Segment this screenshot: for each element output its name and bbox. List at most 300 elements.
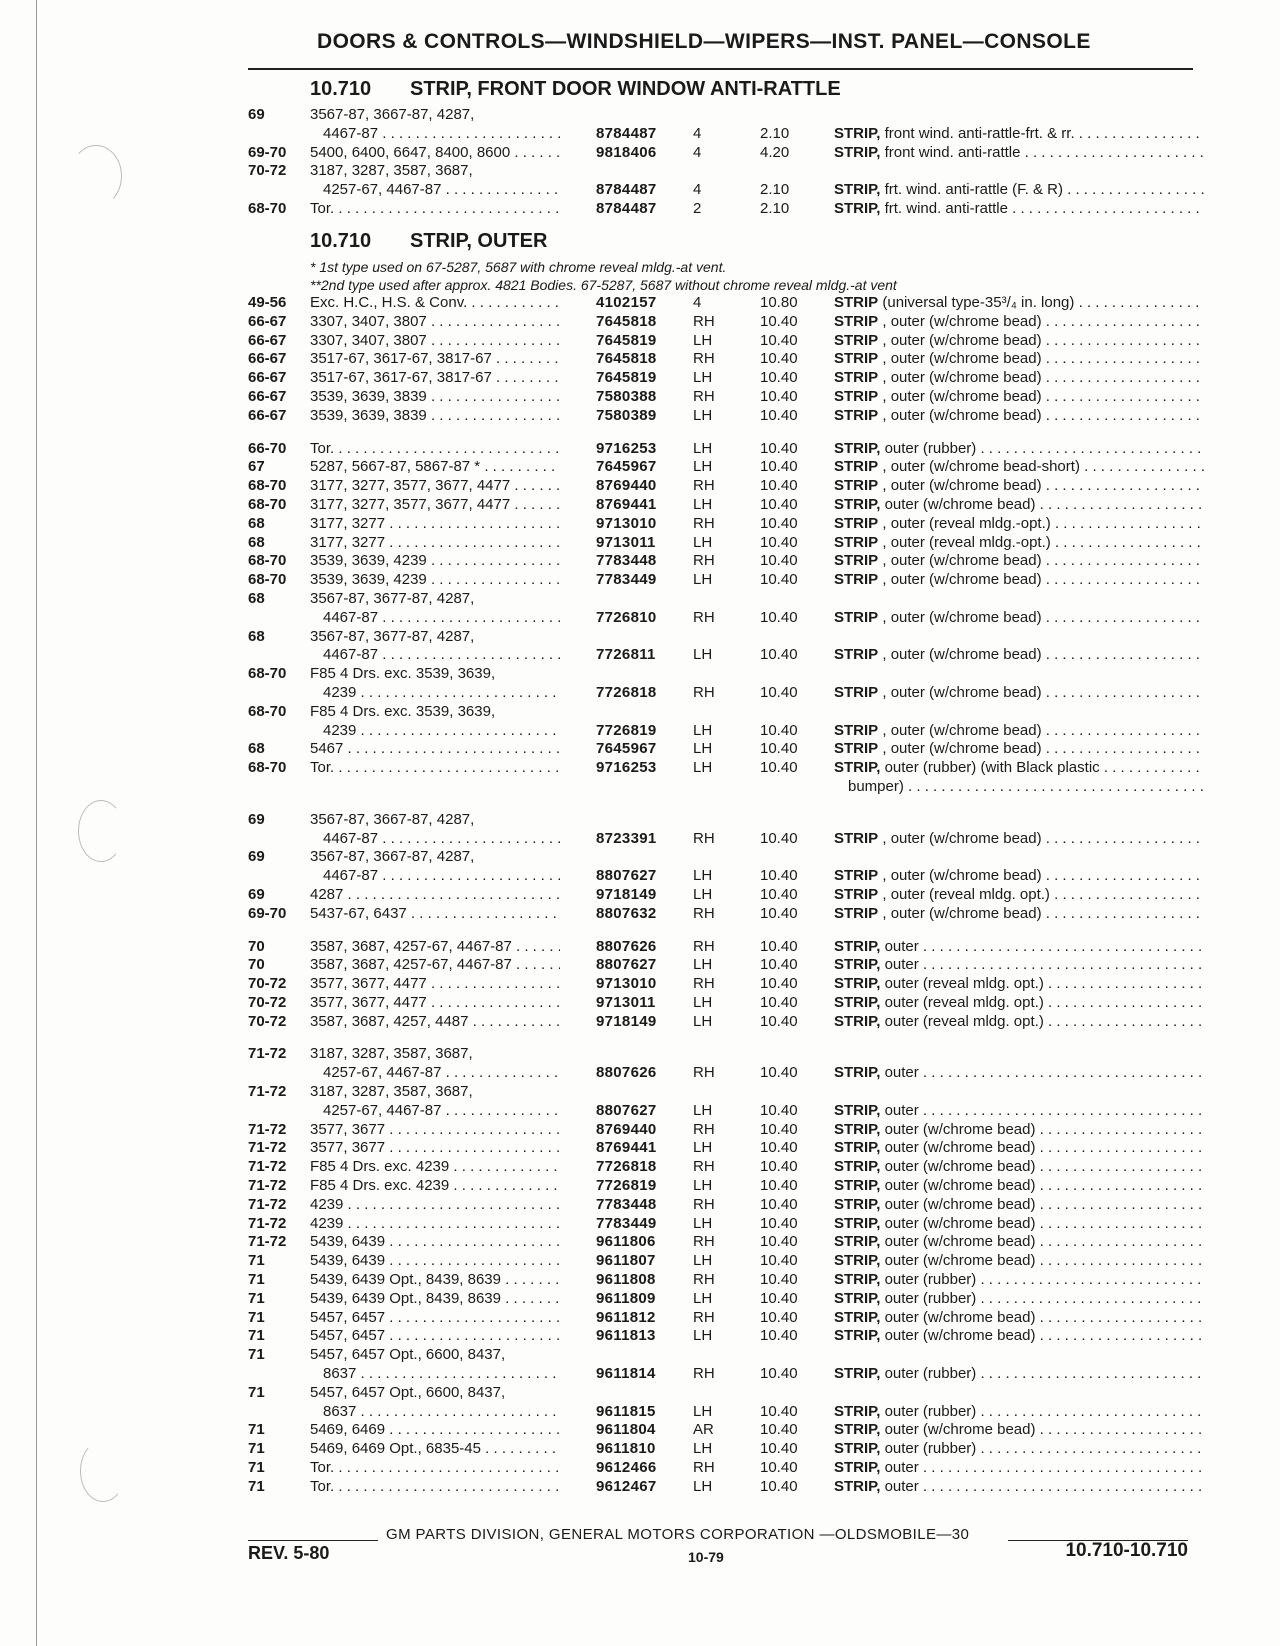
part-number: 9713010: [596, 514, 657, 532]
quantity-or-side: LH: [693, 867, 713, 885]
description-keyword: STRIP: [834, 369, 879, 387]
row-model: [310, 830, 560, 849]
part-number: 9718149: [596, 885, 657, 903]
row-years: 68: [248, 740, 265, 758]
group-number: 10.40: [760, 312, 798, 330]
row-model: [310, 496, 560, 515]
row-years: 71: [248, 1346, 265, 1364]
row-model-text: Tor. . . .: [310, 1478, 560, 1495]
quantity-or-side: RH: [693, 608, 715, 626]
section-reference: 10.710-10.710: [1065, 1540, 1188, 1561]
description-text: , outer (w/chrome bead) . . .: [878, 867, 1204, 884]
row-years: 71: [248, 1440, 265, 1458]
quantity-or-side: LH: [693, 646, 713, 664]
row-years: 49-56: [248, 294, 287, 311]
row-model-line1: F85 4 Drs. exc. 3539, 3639,: [310, 665, 496, 683]
description-text: outer (rubber) . . .: [880, 1440, 1204, 1457]
row-model: [310, 407, 560, 426]
group-number: 10.40: [760, 1139, 798, 1157]
section-title: [248, 76, 1198, 106]
quantity-or-side: RH: [693, 514, 715, 532]
part-description: [834, 722, 1204, 741]
row-model: [310, 722, 560, 741]
description-keyword: STRIP,: [834, 143, 881, 161]
row-years: 71: [248, 1477, 265, 1495]
description-keyword: STRIP,: [834, 1440, 881, 1458]
part-description: [834, 571, 1204, 590]
part-number: 7580388: [596, 387, 657, 405]
description-text: outer (reveal mldg. opt.) . . .: [880, 994, 1204, 1011]
section-number: 10.710: [310, 78, 372, 100]
quantity-or-side: LH: [693, 885, 713, 903]
group-number: 10.40: [760, 1308, 798, 1326]
parts-row-model-line: [248, 162, 1198, 181]
row-years: 70: [248, 937, 265, 955]
row-model-text: 5467 . . .: [310, 740, 560, 757]
parts-row: [248, 125, 1198, 144]
parts-row: [248, 1327, 1198, 1346]
parts-row: [248, 905, 1198, 924]
parts-row: [248, 350, 1198, 369]
description-text: outer (reveal mldg. opt.) . . .: [880, 1013, 1204, 1030]
row-years: 69: [248, 810, 265, 828]
part-description: [834, 1327, 1204, 1346]
page-header-title: DOORS & CONTROLS—WINDSHIELD—WIPERS—INST. PANEL—CONSOLE: [317, 30, 1091, 53]
part-description: [834, 350, 1204, 369]
parts-row: [248, 1196, 1198, 1215]
group-number: 10.40: [760, 1064, 798, 1082]
part-description: [834, 646, 1204, 665]
part-description: [834, 181, 1204, 200]
description-text: , outer (w/chrome bead) . . .: [878, 350, 1204, 367]
row-years: 71-72: [248, 1214, 287, 1232]
part-description: [834, 1403, 1204, 1422]
header-rule: [248, 68, 1193, 70]
row-model: [310, 350, 560, 369]
part-description: [834, 1013, 1204, 1032]
part-number: 9611814: [596, 1365, 656, 1383]
parts-row-description-continued: [248, 778, 1198, 797]
description-text: outer (w/chrome bead) . . .: [880, 1158, 1204, 1175]
quantity-or-side: LH: [693, 1139, 713, 1157]
group-number: 10.40: [760, 331, 798, 349]
description-text: , outer (w/chrome bead) . . .: [878, 477, 1204, 494]
quantity-or-side: RH: [693, 1064, 715, 1082]
parts-list: [248, 106, 1198, 219]
row-model: [310, 388, 560, 407]
group-number: 2.10: [760, 181, 790, 199]
row-years: 71: [248, 1327, 265, 1345]
row-model-line1: 3187, 3287, 3587, 3687,: [310, 1045, 473, 1063]
part-description: [834, 1459, 1204, 1478]
page-footer: [248, 1520, 1198, 1580]
group-number: 10.80: [760, 294, 798, 311]
description-text: , outer (w/chrome bead) . . .: [878, 571, 1204, 588]
group-number: 10.40: [760, 1402, 798, 1420]
quantity-or-side: LH: [693, 369, 713, 387]
row-years: 71: [248, 1308, 265, 1326]
row-model-text: F85 4 Drs. exc. 4239 . . .: [310, 1158, 560, 1175]
part-description: [834, 740, 1204, 759]
row-years: 68-70: [248, 477, 287, 495]
parts-row: [248, 181, 1198, 200]
row-model: [310, 313, 560, 332]
section-name: STRIP, FRONT DOOR WINDOW ANTI-RATTLE: [410, 78, 841, 100]
part-description: [834, 609, 1204, 628]
part-number: 8769440: [596, 477, 657, 495]
quantity-or-side: RH: [693, 387, 715, 405]
quantity-or-side: RH: [693, 1120, 715, 1138]
row-years: 66-67: [248, 331, 287, 349]
row-model: [310, 905, 560, 924]
part-description: [834, 458, 1204, 477]
row-years: 71: [248, 1383, 265, 1401]
parts-row: [248, 1139, 1198, 1158]
row-model-text: 5287, 5667-87, 5867-87 * . . .: [310, 458, 560, 475]
description-text: outer . . .: [880, 1478, 1204, 1495]
quantity-or-side: RH: [693, 1271, 715, 1289]
row-model-text: 3307, 3407, 3807 . . .: [310, 332, 560, 349]
parts-row: [248, 1064, 1198, 1083]
quantity-or-side: RH: [693, 683, 715, 701]
part-number: 7726810: [596, 608, 657, 626]
group-number: 10.40: [760, 458, 798, 476]
parts-row: [248, 552, 1198, 571]
parts-row: [248, 867, 1198, 886]
parts-row-model-line: [248, 1045, 1198, 1064]
row-model: [310, 181, 560, 200]
row-model-text: 3587, 3687, 4257-67, 4467-87 . . .: [310, 956, 560, 973]
part-number: 7645818: [596, 350, 657, 368]
part-number: 8784487: [596, 124, 657, 142]
group-number: 10.40: [760, 1158, 798, 1176]
part-number: 9611807: [596, 1252, 656, 1270]
description-text: outer (w/chrome bead) . . .: [880, 1177, 1204, 1194]
part-number: 7783449: [596, 1214, 657, 1232]
part-number: 8769440: [596, 1120, 657, 1138]
row-model-text: 5400, 6400, 6647, 8400, 8600 . . .: [310, 144, 560, 161]
quantity-or-side: LH: [693, 331, 713, 349]
part-description: [834, 125, 1204, 144]
part-number: 9713011: [596, 533, 656, 551]
part-description: [834, 534, 1204, 553]
page-number: 10-79: [688, 1549, 724, 1565]
row-model-line1: 3187, 3287, 3587, 3687,: [310, 1083, 473, 1101]
part-number: 9818406: [596, 143, 657, 161]
row-model: [310, 125, 560, 144]
group-number: 10.40: [760, 867, 798, 885]
row-model-line1: F85 4 Drs. exc. 3539, 3639,: [310, 702, 496, 720]
parts-row-model-line: [248, 590, 1198, 609]
row-model: [310, 1421, 560, 1440]
row-years: 68-70: [248, 552, 287, 570]
description-text: , outer (w/chrome bead) . . .: [878, 313, 1204, 330]
description-keyword: STRIP: [834, 571, 879, 589]
part-number: 9611806: [596, 1233, 656, 1251]
group-number: 10.40: [760, 721, 798, 739]
row-model-text: 5439, 6439 Opt., 8439, 8639 . . .: [310, 1290, 560, 1307]
section-name: STRIP, OUTER: [410, 230, 548, 252]
group-number: 10.40: [760, 350, 798, 368]
row-model: [310, 552, 560, 571]
parts-row: [248, 1403, 1198, 1422]
quantity-or-side: LH: [693, 740, 713, 758]
description-text: outer (rubber) . . .: [880, 1290, 1204, 1307]
description-text: outer (rubber) . . .: [880, 1365, 1204, 1382]
group-number: 10.40: [760, 1440, 798, 1458]
group-number: 10.40: [760, 1459, 798, 1477]
row-model: [310, 646, 560, 665]
description-text: (universal type-35³/₄ in. long) . . .: [878, 294, 1204, 311]
description-keyword: STRIP,: [834, 1214, 881, 1232]
description-text: , outer (w/chrome bead) . . .: [878, 646, 1204, 663]
part-number: 9611812: [596, 1308, 656, 1326]
row-years: 66-67: [248, 406, 287, 424]
description-keyword: STRIP,: [834, 1365, 881, 1383]
row-years: 69-70: [248, 143, 287, 161]
row-model: [310, 477, 560, 496]
description-keyword: STRIP: [834, 885, 879, 903]
description-keyword: STRIP: [834, 867, 879, 885]
parts-row: [248, 1102, 1198, 1121]
description-text: outer (w/chrome bead) . . .: [880, 496, 1204, 513]
part-number: 8807627: [596, 956, 657, 974]
part-description: [834, 1064, 1204, 1083]
description-keyword: STRIP: [834, 331, 879, 349]
row-model-text: 3577, 3677, 4477 . . .: [310, 975, 560, 992]
quantity-or-side: LH: [693, 1101, 713, 1119]
row-model: [310, 1252, 560, 1271]
row-model-text: 5439, 6439 Opt., 8439, 8639 . . .: [310, 1271, 560, 1288]
parts-row: [248, 975, 1198, 994]
parts-row: [248, 759, 1198, 778]
quantity-or-side: 4: [693, 294, 702, 311]
quantity-or-side: 2: [693, 199, 702, 217]
description-text: , outer (w/chrome bead) . . .: [878, 369, 1204, 386]
parts-row: [248, 994, 1198, 1013]
row-model-text: 8637 . . .: [310, 1403, 560, 1420]
description-text: front wind. anti-rattle . . .: [880, 144, 1204, 161]
quantity-or-side: LH: [693, 571, 713, 589]
description-text: outer (rubber) . . .: [880, 1403, 1204, 1420]
row-model-text: 4467-87 . . .: [310, 646, 560, 663]
part-description: [834, 1421, 1204, 1440]
part-number: 8807626: [596, 937, 657, 955]
part-number: 4102157: [596, 294, 657, 311]
parts-row: [248, 496, 1198, 515]
part-number: 9713010: [596, 975, 657, 993]
quantity-or-side: RH: [693, 1308, 715, 1326]
row-model-text: 3577, 3677 . . .: [310, 1139, 560, 1156]
group-number: 10.40: [760, 740, 798, 758]
description-keyword: STRIP: [834, 406, 879, 424]
part-description: [834, 144, 1204, 163]
row-years: 68: [248, 514, 265, 532]
part-description: [834, 905, 1204, 924]
section-note: **2nd type used after approx. 4821 Bodies. 67-5287, 5687 without chrome reveal mldg.-at vent: [310, 277, 897, 293]
description-text: , outer (w/chrome bead-short) . . .: [878, 458, 1204, 475]
row-model: [310, 458, 560, 477]
description-text: , outer (w/chrome bead) . . .: [878, 830, 1204, 847]
part-number: 8807627: [596, 867, 657, 885]
row-model: [310, 1309, 560, 1328]
group-number: 10.40: [760, 683, 798, 701]
row-model: [310, 886, 560, 905]
row-model-text: Tor. . . .: [310, 1459, 560, 1476]
group-number: 10.40: [760, 1289, 798, 1307]
row-years: 69: [248, 885, 265, 903]
row-model-text: 4239 . . .: [310, 1196, 560, 1213]
description-keyword: STRIP: [834, 552, 879, 570]
group-number: 10.40: [760, 439, 798, 457]
part-description: [834, 1196, 1204, 1215]
description-text: outer (w/chrome bead) . . .: [880, 1196, 1204, 1213]
quantity-or-side: RH: [693, 904, 715, 922]
row-model-text: 8637 . . .: [310, 1365, 560, 1382]
row-model-text: 4239 . . .: [310, 1215, 560, 1232]
parts-row: [248, 1309, 1198, 1328]
parts-row: [248, 646, 1198, 665]
row-model: [310, 440, 560, 459]
row-model: [310, 571, 560, 590]
parts-row-model-line: [248, 703, 1198, 722]
row-model-line1: 3567-87, 3667-87, 4287,: [310, 106, 475, 123]
description-text: , outer (w/chrome bead) . . .: [878, 388, 1204, 405]
revision-label: REV. 5-80: [248, 1543, 330, 1563]
part-description: [834, 1440, 1204, 1459]
description-text: outer (w/chrome bead) . . .: [880, 1309, 1204, 1326]
part-description: [834, 515, 1204, 534]
row-years: 68: [248, 533, 265, 551]
part-number: 7580389: [596, 406, 657, 424]
part-description: [834, 1177, 1204, 1196]
part-number: 9611813: [596, 1327, 656, 1345]
description-keyword: STRIP,: [834, 495, 881, 513]
parts-row: [248, 1158, 1198, 1177]
row-model: [310, 975, 560, 994]
punch-hole-bottom: [80, 1440, 126, 1502]
row-model: [310, 740, 560, 759]
quantity-or-side: RH: [693, 350, 715, 368]
group-number: 10.40: [760, 646, 798, 664]
description-keyword: STRIP,: [834, 1195, 881, 1213]
row-years: 67: [248, 458, 265, 476]
parts-row: [248, 886, 1198, 905]
row-model: [310, 1403, 560, 1422]
parts-row: [248, 722, 1198, 741]
row-model-text: 4287 . . .: [310, 886, 560, 903]
description-keyword: STRIP,: [834, 1177, 881, 1195]
part-description: [834, 975, 1204, 994]
part-number: 9713011: [596, 993, 656, 1011]
row-model-text: Tor. . . .: [310, 759, 560, 776]
row-years: 71-72: [248, 1233, 287, 1251]
part-description: [834, 369, 1204, 388]
quantity-or-side: LH: [693, 993, 713, 1011]
row-years: 71-72: [248, 1083, 287, 1101]
row-model-text: 4257-67, 4467-87 . . .: [310, 181, 560, 198]
parts-row: [248, 571, 1198, 590]
row-years: 71-72: [248, 1120, 287, 1138]
row-years: 68-70: [248, 571, 287, 589]
row-model-text: 4239 . . .: [310, 684, 560, 701]
quantity-or-side: LH: [693, 1289, 713, 1307]
row-model: [310, 294, 560, 313]
parts-row: [248, 1121, 1198, 1140]
part-description: [834, 830, 1204, 849]
row-model: [310, 1121, 560, 1140]
parts-row-model-line: [248, 628, 1198, 647]
group-number: 10.40: [760, 608, 798, 626]
part-description: [834, 313, 1204, 332]
group-number: 10.40: [760, 904, 798, 922]
description-keyword: STRIP,: [834, 1101, 881, 1119]
row-model: [310, 1233, 560, 1252]
row-model-text: 4467-87 . . .: [310, 830, 560, 847]
part-description: [834, 886, 1204, 905]
parts-row: [248, 515, 1198, 534]
group-number: 2.10: [760, 124, 790, 142]
quantity-or-side: LH: [693, 439, 713, 457]
part-description: [834, 867, 1204, 886]
row-model-line1: 3567-87, 3677-87, 4287,: [310, 627, 475, 645]
description-keyword: STRIP: [834, 646, 879, 664]
parts-row-model-line: [248, 1384, 1198, 1403]
part-number: 7726819: [596, 1177, 657, 1195]
row-years: 69: [248, 106, 265, 123]
row-years: 71-72: [248, 1158, 287, 1176]
description-text: outer (w/chrome bead) . . .: [880, 1421, 1204, 1438]
part-number: 9716253: [596, 439, 657, 457]
description-text: outer . . .: [880, 956, 1204, 973]
row-years: 70-72: [248, 993, 287, 1011]
row-model-text: 3307, 3407, 3807 . . .: [310, 313, 560, 330]
row-model-text: Exc. H.C., H.S. & Conv. . . .: [310, 294, 560, 311]
part-description: [834, 294, 1204, 313]
row-years: 71-72: [248, 1139, 287, 1157]
row-years: 68-70: [248, 702, 287, 720]
description-keyword: STRIP: [834, 514, 879, 532]
part-number: 7645818: [596, 312, 657, 330]
row-model-text: F85 4 Drs. exc. 4239 . . .: [310, 1177, 560, 1194]
parts-row: [248, 1271, 1198, 1290]
row-model: [310, 1365, 560, 1384]
group-number: 10.40: [760, 1012, 798, 1030]
group-number: 10.40: [760, 495, 798, 513]
description-text: outer . . .: [880, 1064, 1204, 1081]
description-text: , outer (w/chrome bead) . . .: [878, 407, 1204, 424]
quantity-or-side: LH: [693, 1402, 713, 1420]
row-model-line1: 3187, 3287, 3587, 3687,: [310, 162, 473, 180]
quantity-or-side: LH: [693, 1214, 713, 1232]
part-description: [834, 1233, 1204, 1252]
section-notes: [248, 258, 1198, 294]
group-number: 10.40: [760, 533, 798, 551]
part-number: 7645819: [596, 331, 657, 349]
part-number: 8807632: [596, 904, 657, 922]
section-number: 10.710: [310, 230, 372, 252]
group-number: 10.40: [760, 514, 798, 532]
row-model-text: 4257-67, 4467-87 . . .: [310, 1064, 560, 1081]
row-years: 66-67: [248, 387, 287, 405]
row-years: 66-67: [248, 350, 287, 368]
part-description: [834, 1365, 1204, 1384]
group-number: 2.10: [760, 199, 790, 217]
parts-row: [248, 938, 1198, 957]
description-text: frt. wind. anti-rattle (F. & R) . . .: [880, 181, 1204, 198]
row-years: 66-67: [248, 312, 287, 330]
footer-publisher: GM PARTS DIVISION, GENERAL MOTORS CORPORATION —OLDSMOBILE—30: [386, 1526, 970, 1543]
